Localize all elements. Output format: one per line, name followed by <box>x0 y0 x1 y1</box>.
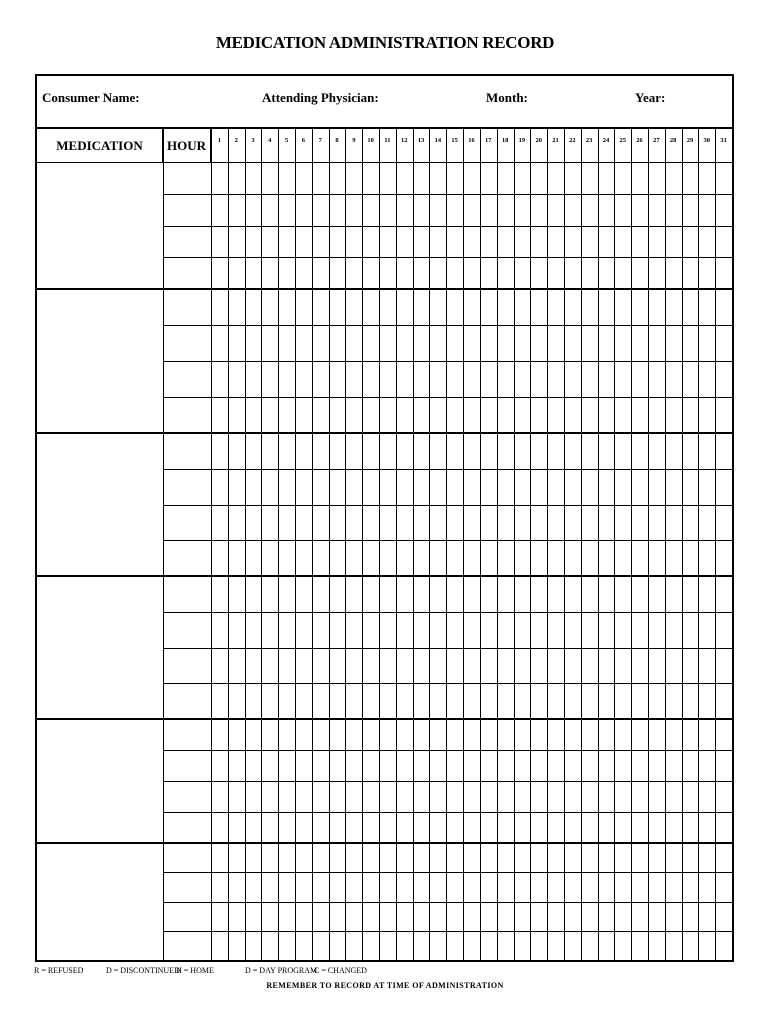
legend-discontinued: D = DISCONTINUED <box>106 966 180 975</box>
day-header-11: 11 <box>384 137 391 144</box>
year-label: Year: <box>635 90 666 105</box>
day-header-29: 29 <box>686 137 694 144</box>
administration-grid <box>37 129 732 960</box>
day-header-30: 30 <box>703 137 711 144</box>
day-column-divider <box>480 129 481 960</box>
day-column-divider <box>413 129 414 960</box>
day-header-27: 27 <box>653 137 660 144</box>
day-header-4: 4 <box>268 137 272 144</box>
legend <box>34 966 734 978</box>
page-title: MEDICATION ADMINISTRATION RECORD <box>215 33 555 52</box>
day-column-divider <box>497 129 498 960</box>
attending-physician-label: Attending Physician: <box>262 90 379 105</box>
hour-row-divider <box>163 361 732 362</box>
day-column-divider <box>581 129 582 960</box>
hour-row-divider <box>163 257 732 258</box>
day-column-divider <box>228 129 229 960</box>
hour-row-divider <box>163 194 732 195</box>
day-column-divider <box>598 129 599 960</box>
day-header-24: 24 <box>602 137 610 144</box>
day-column-divider <box>698 129 699 960</box>
hour-row-divider <box>163 469 732 470</box>
medication-entry-cell[interactable] <box>37 433 163 576</box>
medication-entry-cell[interactable] <box>37 289 163 433</box>
day-column-divider <box>665 129 666 960</box>
medication-entry-cell[interactable] <box>37 843 163 960</box>
month-label: Month: <box>486 90 528 105</box>
legend-day-program: D = DAY PROGRAM <box>245 966 318 975</box>
day-column-divider <box>211 129 212 960</box>
hour-column-header: HOUR <box>163 129 211 162</box>
day-column-divider <box>379 129 380 960</box>
day-header-28: 28 <box>669 137 677 144</box>
hour-row-divider <box>163 505 732 506</box>
day-column-divider <box>614 129 615 960</box>
day-header-19: 19 <box>518 137 526 144</box>
day-header-23: 23 <box>585 137 593 144</box>
day-column-divider <box>396 129 397 960</box>
day-header-14: 14 <box>434 137 442 144</box>
day-header-16: 16 <box>468 137 475 144</box>
legend-changed: C = CHANGED <box>314 966 367 975</box>
mar-form <box>35 74 734 962</box>
medication-column-header: MEDICATION <box>37 129 163 162</box>
header-fields-row <box>37 76 732 129</box>
medication-column-divider <box>163 129 164 960</box>
hour-row-divider <box>163 325 732 326</box>
hour-row-divider <box>163 750 732 751</box>
day-column-divider <box>362 129 363 960</box>
hour-row-divider <box>163 648 732 649</box>
day-column-divider <box>547 129 548 960</box>
day-column-divider <box>682 129 683 960</box>
day-header-12: 12 <box>401 137 408 144</box>
hour-row-divider <box>163 931 732 932</box>
day-column-divider <box>278 129 279 960</box>
hour-row-divider <box>163 397 732 398</box>
day-column-divider <box>631 129 632 960</box>
day-column-divider <box>345 129 346 960</box>
reminder-note: REMEMBER TO RECORD AT TIME OF ADMINISTRATION <box>266 981 504 990</box>
day-header-31: 31 <box>720 137 727 144</box>
day-header-3: 3 <box>251 137 255 144</box>
day-header-8: 8 <box>335 137 339 144</box>
day-header-17: 17 <box>485 137 492 144</box>
hour-row-divider <box>163 812 732 813</box>
day-column-divider <box>463 129 464 960</box>
day-column-divider <box>261 129 262 960</box>
day-column-divider <box>429 129 430 960</box>
day-header-10: 10 <box>367 137 374 144</box>
day-column-divider <box>446 129 447 960</box>
day-header-21: 21 <box>552 137 559 144</box>
hour-row-divider <box>163 781 732 782</box>
day-header-1: 1 <box>217 137 222 144</box>
medication-entry-cell[interactable] <box>37 162 163 289</box>
legend-refused: R = REFUSED <box>34 966 84 975</box>
day-column-divider <box>514 129 515 960</box>
consumer-name-label: Consumer Name: <box>42 90 140 105</box>
day-header-6: 6 <box>301 137 306 144</box>
hour-row-divider <box>163 540 732 541</box>
day-header-22: 22 <box>569 137 576 144</box>
hour-row-divider <box>163 226 732 227</box>
day-header-20: 20 <box>535 137 542 144</box>
day-header-5: 5 <box>284 137 289 144</box>
day-header-9: 9 <box>352 137 356 144</box>
day-header-26: 26 <box>636 137 643 144</box>
day-header-13: 13 <box>417 137 425 144</box>
medication-entry-cell[interactable] <box>37 576 163 719</box>
day-column-divider <box>312 129 313 960</box>
hour-row-divider <box>163 612 732 613</box>
day-column-divider <box>245 129 246 960</box>
hour-row-divider <box>163 683 732 684</box>
hour-row-divider <box>163 872 732 873</box>
day-header-2: 2 <box>234 137 238 144</box>
day-header-18: 18 <box>501 137 509 144</box>
day-header-25: 25 <box>619 137 626 144</box>
day-column-divider <box>295 129 296 960</box>
day-column-divider <box>329 129 330 960</box>
day-column-divider <box>648 129 649 960</box>
medication-entry-cell[interactable] <box>37 719 163 843</box>
day-column-divider <box>530 129 531 960</box>
legend-home: H = HOME <box>176 966 214 975</box>
day-header-7: 7 <box>318 137 322 144</box>
day-column-divider <box>715 129 716 960</box>
hour-row-divider <box>163 902 732 903</box>
day-header-15: 15 <box>451 137 458 144</box>
day-column-divider <box>564 129 565 960</box>
